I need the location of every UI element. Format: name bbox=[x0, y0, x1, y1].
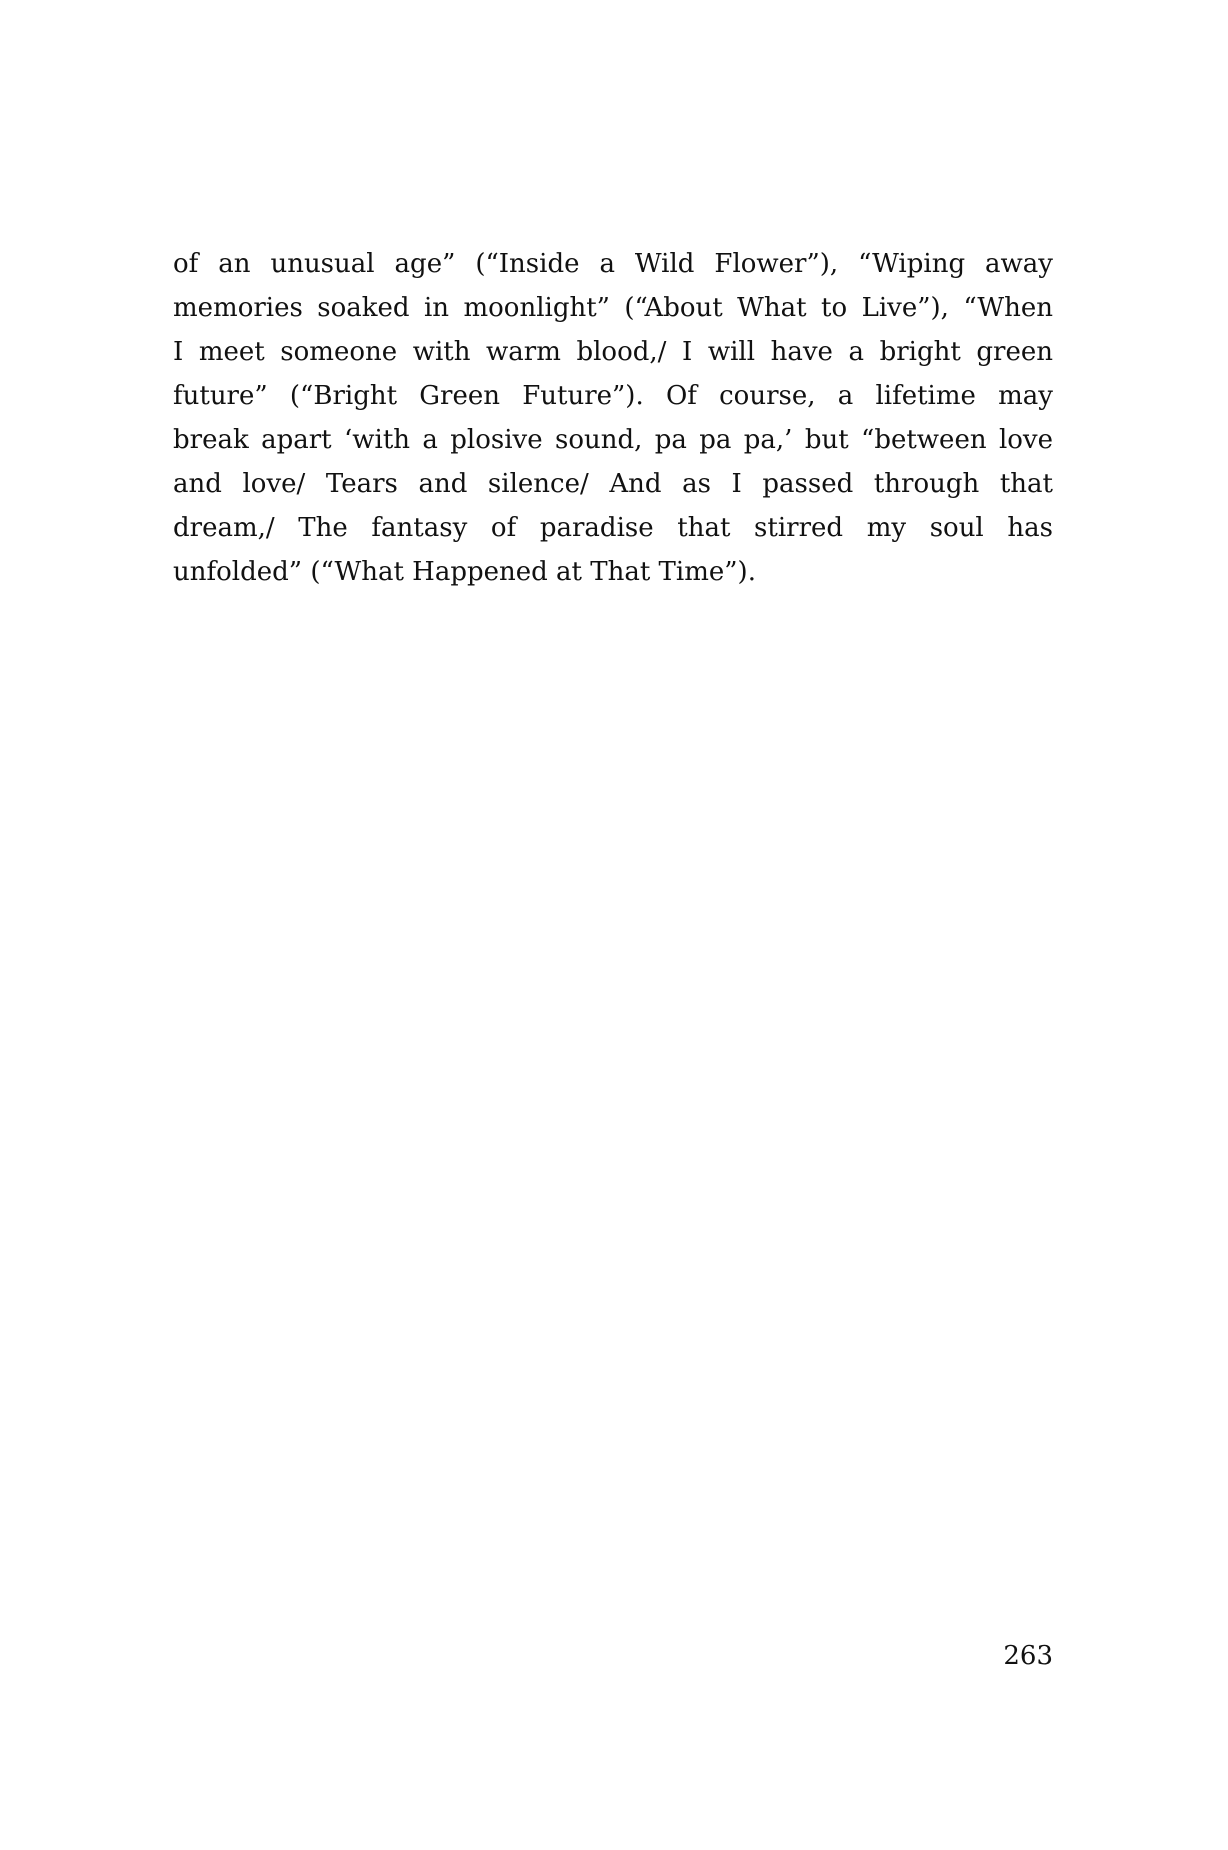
body-paragraph bbox=[173, 242, 1053, 594]
paragraph-line-5: break apart ‘with a plosive sound, pa pa pa,’ but “between love bbox=[173, 425, 1053, 455]
paragraph-line-6: and love/ Tears and silence/ And as I passed through that bbox=[173, 469, 1053, 499]
paragraph-line-7: dream,/ The fantasy of paradise that stirred my soul has bbox=[173, 513, 1053, 543]
paragraph-line-2: memories soaked in moonlight” (“About What to Live”), “When bbox=[173, 293, 1053, 323]
paragraph-line-8: unfolded” (“What Happened at That Time”). bbox=[173, 557, 756, 587]
paragraph-line-3: I meet someone with warm blood,/ I will have a bright green bbox=[173, 337, 1053, 367]
paragraph-line-1: of an unusual age” (“Inside a Wild Flower”), “Wiping away bbox=[173, 249, 1053, 279]
paragraph-line-4: future” (“Bright Green Future”). Of course, a lifetime may bbox=[173, 381, 1053, 411]
page-number: 263 bbox=[1003, 1641, 1053, 1671]
